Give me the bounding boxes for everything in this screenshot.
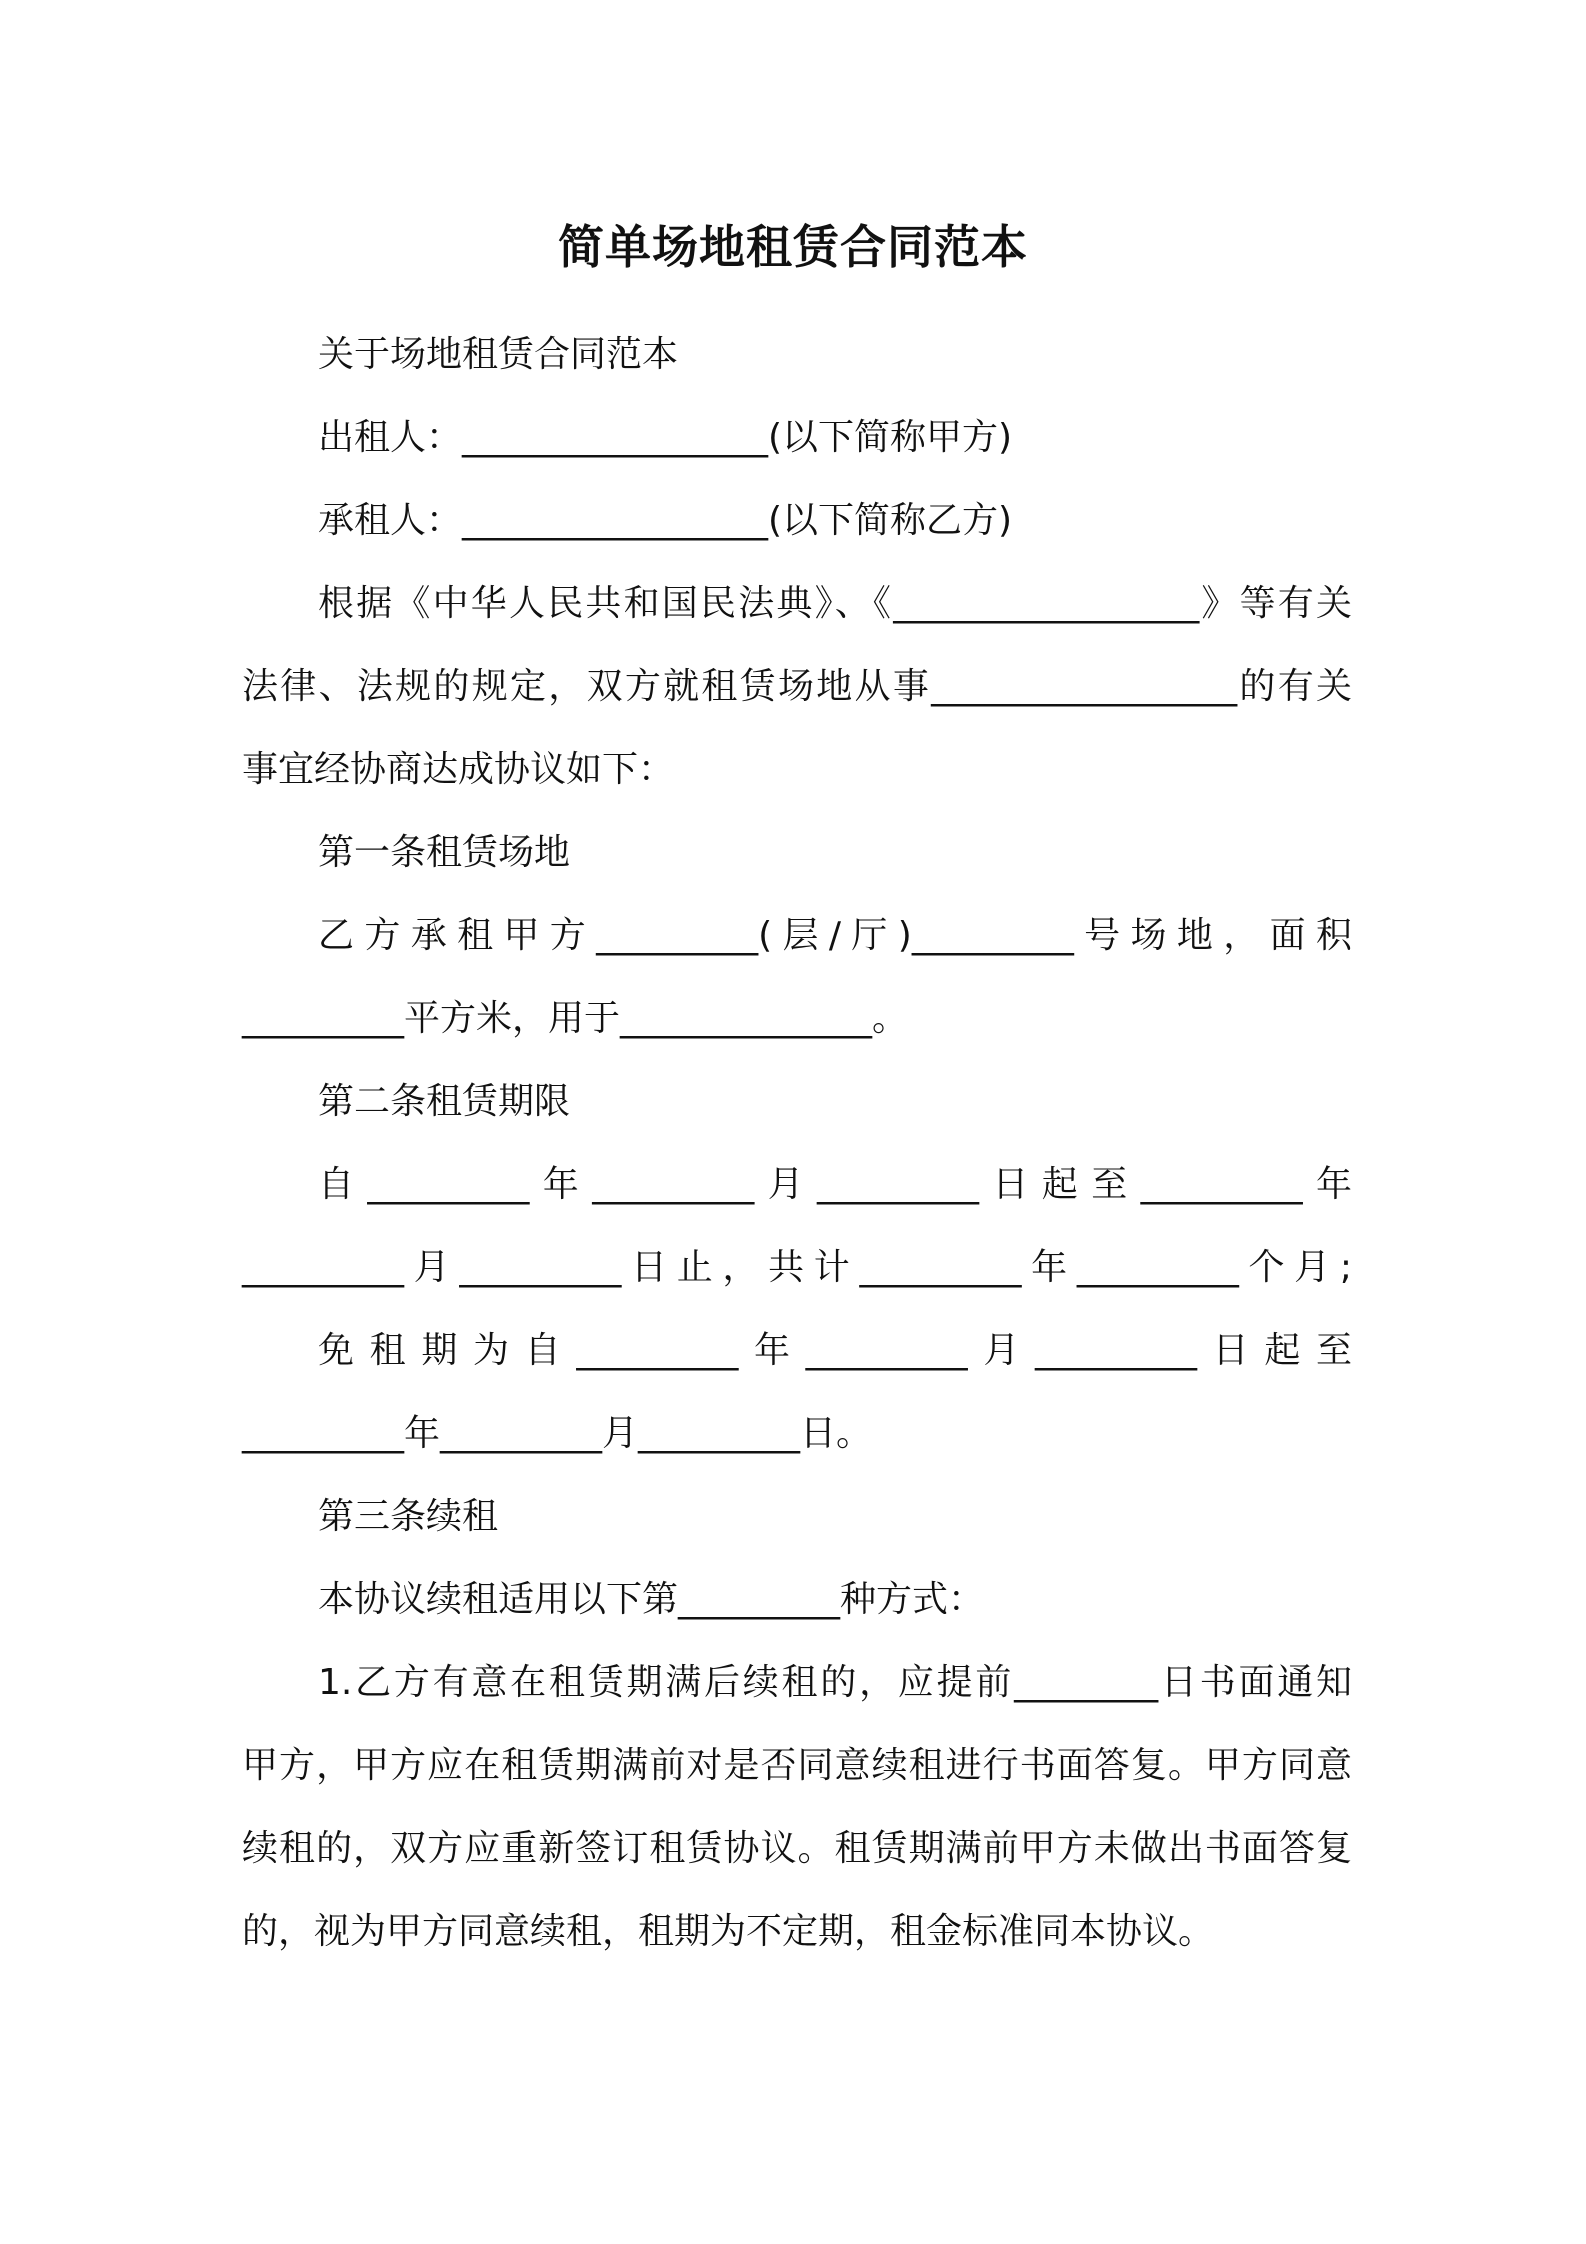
paragraph-line: 乙方承租甲方_________(层/厅)_________号场地，面积 (318, 915, 1352, 956)
paragraph-line: 甲方，甲方应在租赁期满前对是否同意续租进行书面答复。甲方同意 (242, 1745, 1352, 1786)
paragraph-line: 的，视为甲方同意续租，租期为不定期，租金标准同本协议。 (242, 1911, 1215, 1952)
paragraph-line: _________月_________日止，共计_________年_________个月; (242, 1247, 1352, 1288)
lessor-line: 出租人：_________________(以下简称甲方) (318, 417, 1013, 458)
paragraph-line: 根据《中华人民共和国民法典》、《_________________》等有关 (318, 583, 1352, 624)
paragraph-line: _________平方米，用于______________。 (242, 998, 909, 1039)
paragraph-line: 免租期为自_________年_________月_________日起至 (318, 1330, 1352, 1371)
lessee-line: 承租人：_________________(以下简称乙方) (318, 500, 1013, 541)
paragraph-line: _________年_________月_________日。 (242, 1413, 872, 1454)
paragraph-line: 法律、法规的规定，双方就租赁场地从事_________________的有关 (242, 666, 1352, 707)
article-heading: 第三条续租 (318, 1496, 499, 1537)
subtitle-line: 关于场地租赁合同范本 (318, 334, 679, 375)
article-heading: 第一条租赁场地 (318, 832, 571, 873)
paragraph-line: 续租的，双方应重新签订租赁协议。租赁期满前甲方未做出书面答复 (242, 1828, 1352, 1869)
paragraph-line: 事宜经协商达成协议如下： (242, 749, 675, 790)
document-title: 简单场地租赁合同范本 (558, 220, 1028, 274)
paragraph-line: 自_________年_________月_________日起至_________年 (318, 1164, 1352, 1205)
article-heading: 第二条租赁期限 (318, 1081, 571, 1122)
paragraph-line: 1.乙方有意在租赁期满后续租的，应提前________日书面通知 (318, 1662, 1352, 1703)
paragraph-line: 本协议续租适用以下第_________种方式： (318, 1579, 985, 1620)
